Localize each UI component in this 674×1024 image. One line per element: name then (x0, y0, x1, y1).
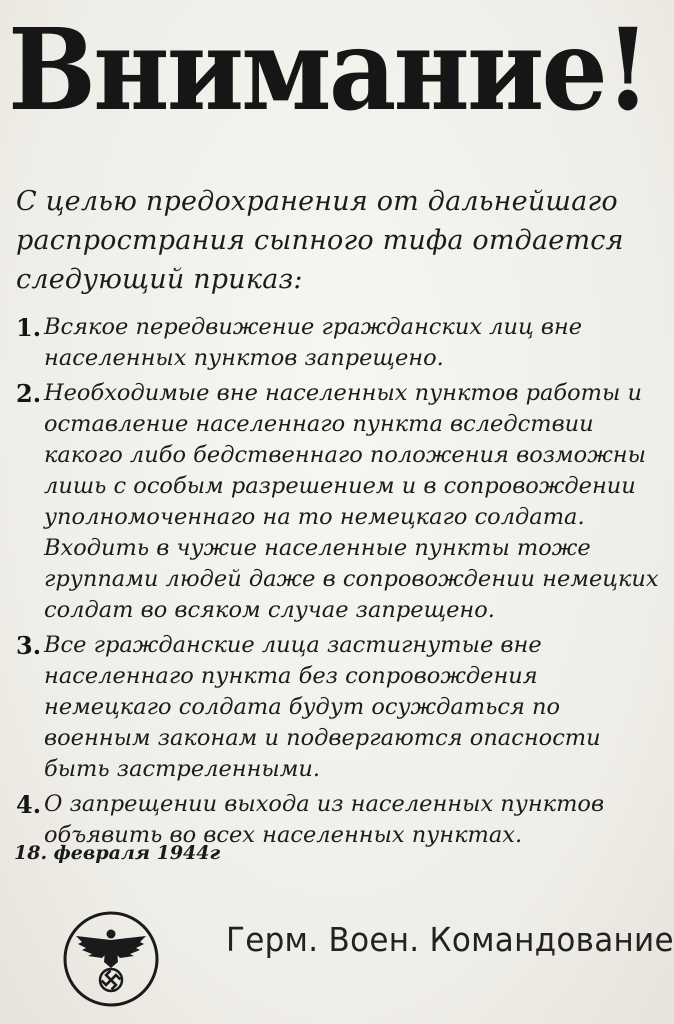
poster-headline: Внимание! (8, 5, 648, 136)
poster-date: 18. февраля 1944г (14, 842, 221, 864)
order-item-number: 4. (16, 790, 42, 819)
order-item-number: 3. (16, 631, 42, 660)
order-item-text: Все гражданские лица застигнутые вне населеннаго пункта без сопровождения немецкаго солдата будут осуждаться по военным законам и подвергаются опасности быть застреленными. (44, 632, 601, 782)
poster-intro: С целью предохранения от дальнейшаго распространия сыпного тифа отдается следующий приказ: (16, 186, 624, 295)
order-items (16, 312, 666, 855)
order-item-number: 1. (16, 313, 42, 342)
order-item-text: Необходимые вне населенных пунктов работы и оставление населеннаго пункта вследствии какого либо бедственнаго положения возможны лишь с особым разрешением и в сопровождении уполномоченнаго на то немецкаго солдата. Входить в чужие населенные пункты тоже группами людей даже в сопровождении немецких солдат во всяком случае запрещено. (44, 380, 659, 623)
eagle-swastika-emblem-icon (62, 910, 160, 1008)
order-item-text: Всякое передвижение гражданских лиц вне населенных пунктов запрещено. (44, 314, 583, 371)
poster-signature: Герм. Воен. Командование (226, 920, 674, 959)
order-item-number: 2. (16, 379, 42, 408)
order-item-text: О запрещении выхода из населенных пунктов объявить во всех населенных пунктах. (44, 791, 605, 848)
order-item (16, 378, 666, 626)
order-item (16, 630, 666, 785)
order-item (16, 312, 666, 374)
